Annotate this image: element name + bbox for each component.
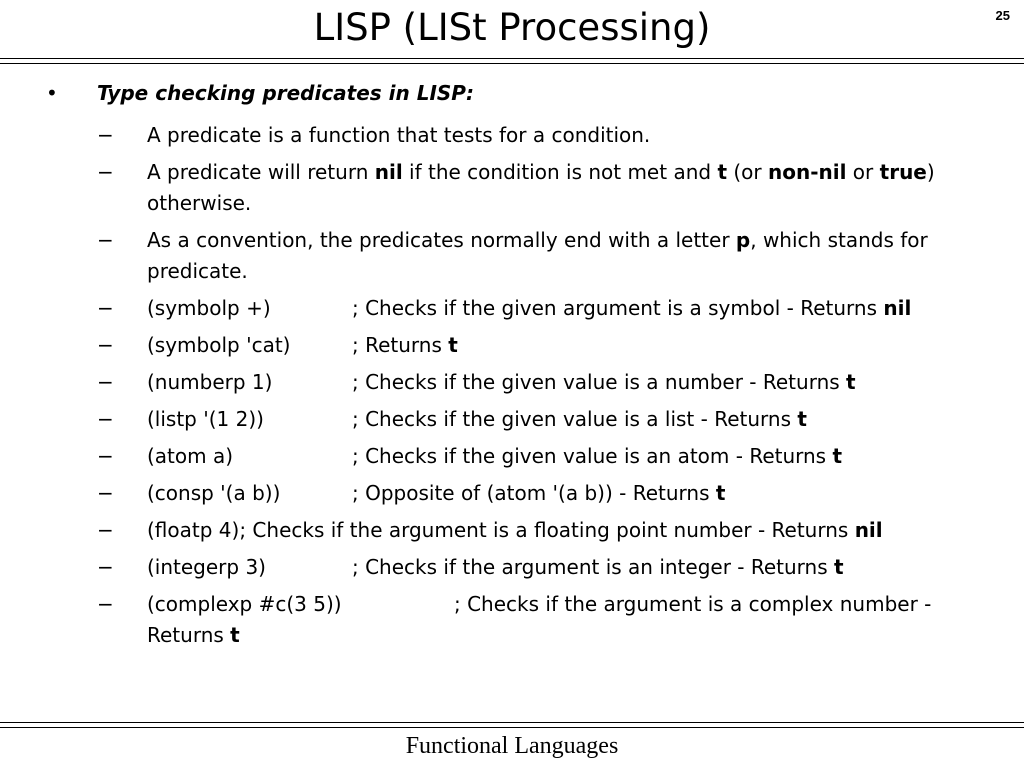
dash-icon: − xyxy=(97,228,114,252)
header-rule-bottom xyxy=(0,63,1024,64)
text-run: A predicate will return xyxy=(147,160,375,184)
example-comment: ; Checks if the argument is a complex number - Returns xyxy=(147,592,932,647)
text-run: A predicate is a function that tests for a condition. xyxy=(147,123,651,147)
dash-icon: − xyxy=(97,160,114,184)
item-list xyxy=(0,120,1024,657)
example-comment: ; Checks if the given value is a number - Returns xyxy=(352,370,847,394)
example-comment: ; Checks if the given argument is a symbol - Returns xyxy=(352,296,884,320)
example-text xyxy=(147,515,997,546)
example-comment: ; Checks if the argument is an integer - Returns xyxy=(352,555,834,579)
example-item xyxy=(0,404,1024,435)
text-run: ) otherwise. xyxy=(147,160,935,215)
text-run: if the condition is not met and xyxy=(402,160,718,184)
bold-term: t xyxy=(717,160,727,184)
bold-term: nil xyxy=(374,160,403,184)
example-code: (integerp 3) xyxy=(147,555,266,579)
dash-icon: − xyxy=(97,296,114,320)
item-text xyxy=(147,157,997,219)
example-result: t xyxy=(230,623,240,647)
text-run: or xyxy=(846,160,880,184)
example-comment: ; Returns xyxy=(352,333,449,357)
page-number: 25 xyxy=(995,8,1010,23)
dash-icon: − xyxy=(97,407,114,431)
example-result: t xyxy=(846,370,856,394)
example-comment: ; Opposite of (atom '(a b)) - Returns xyxy=(352,481,716,505)
example-result: t xyxy=(797,407,807,431)
bullet-icon: • xyxy=(46,81,58,105)
dash-icon: − xyxy=(97,123,114,147)
example-item xyxy=(0,552,1024,583)
example-item xyxy=(0,515,1024,546)
example-result: nil xyxy=(883,296,912,320)
example-item xyxy=(0,293,1024,324)
example-item xyxy=(0,330,1024,361)
dash-icon: − xyxy=(97,518,114,542)
dash-icon: − xyxy=(97,481,114,505)
example-code: (consp '(a b)) xyxy=(147,481,281,505)
list-item xyxy=(0,225,1024,287)
example-comment: ; Checks if the given value is an atom - Returns xyxy=(352,444,833,468)
example-text xyxy=(147,404,997,435)
example-text xyxy=(147,441,997,472)
footer-rule-top xyxy=(0,722,1024,723)
example-comment: ; Checks if the argument is a floating point number - Returns xyxy=(239,518,855,542)
example-text xyxy=(147,589,997,651)
dash-icon: − xyxy=(97,370,114,394)
example-code: (atom a) xyxy=(147,444,234,468)
example-code: (floatp 4) xyxy=(147,518,240,542)
header-rule-top xyxy=(0,58,1024,59)
example-text xyxy=(147,367,997,398)
bold-term: p xyxy=(735,228,751,252)
section-heading: Type checking predicates in LISP: xyxy=(97,81,474,105)
example-code: (complexp #c(3 5)) xyxy=(147,592,342,616)
list-item xyxy=(0,157,1024,219)
example-result: t xyxy=(448,333,458,357)
example-code: (numberp 1) xyxy=(147,370,273,394)
dash-icon: − xyxy=(97,592,114,616)
example-text xyxy=(147,293,997,324)
example-text xyxy=(147,552,997,583)
example-result: t xyxy=(834,555,844,579)
dash-icon: − xyxy=(97,333,114,357)
example-item xyxy=(0,478,1024,509)
example-item xyxy=(0,589,1024,651)
slide-title: LISP (LISt Processing) xyxy=(313,6,711,49)
text-run: , which stands for predicate. xyxy=(147,228,928,283)
bold-term: true xyxy=(879,160,927,184)
example-text xyxy=(147,478,997,509)
example-code: (symbolp 'cat) xyxy=(147,333,291,357)
example-text xyxy=(147,330,997,361)
example-result: t xyxy=(715,481,726,505)
example-code: (symbolp +) xyxy=(147,296,271,320)
example-comment: ; Checks if the given value is a list - Returns xyxy=(352,407,798,431)
dash-icon: − xyxy=(97,555,114,579)
example-result: t xyxy=(832,444,843,468)
text-run: As a convention, the predicates normally end with a letter xyxy=(147,228,736,252)
list-item xyxy=(0,120,1024,151)
example-result: nil xyxy=(854,518,883,542)
footer-rule-bottom xyxy=(0,727,1024,728)
example-item xyxy=(0,441,1024,472)
item-text xyxy=(147,120,997,151)
example-code: (listp '(1 2)) xyxy=(147,407,264,431)
footer-text: Functional Languages xyxy=(405,733,619,759)
example-item xyxy=(0,367,1024,398)
dash-icon: − xyxy=(97,444,114,468)
text-run: (or xyxy=(727,160,768,184)
bold-term: non-nil xyxy=(767,160,847,184)
item-text xyxy=(147,225,997,287)
